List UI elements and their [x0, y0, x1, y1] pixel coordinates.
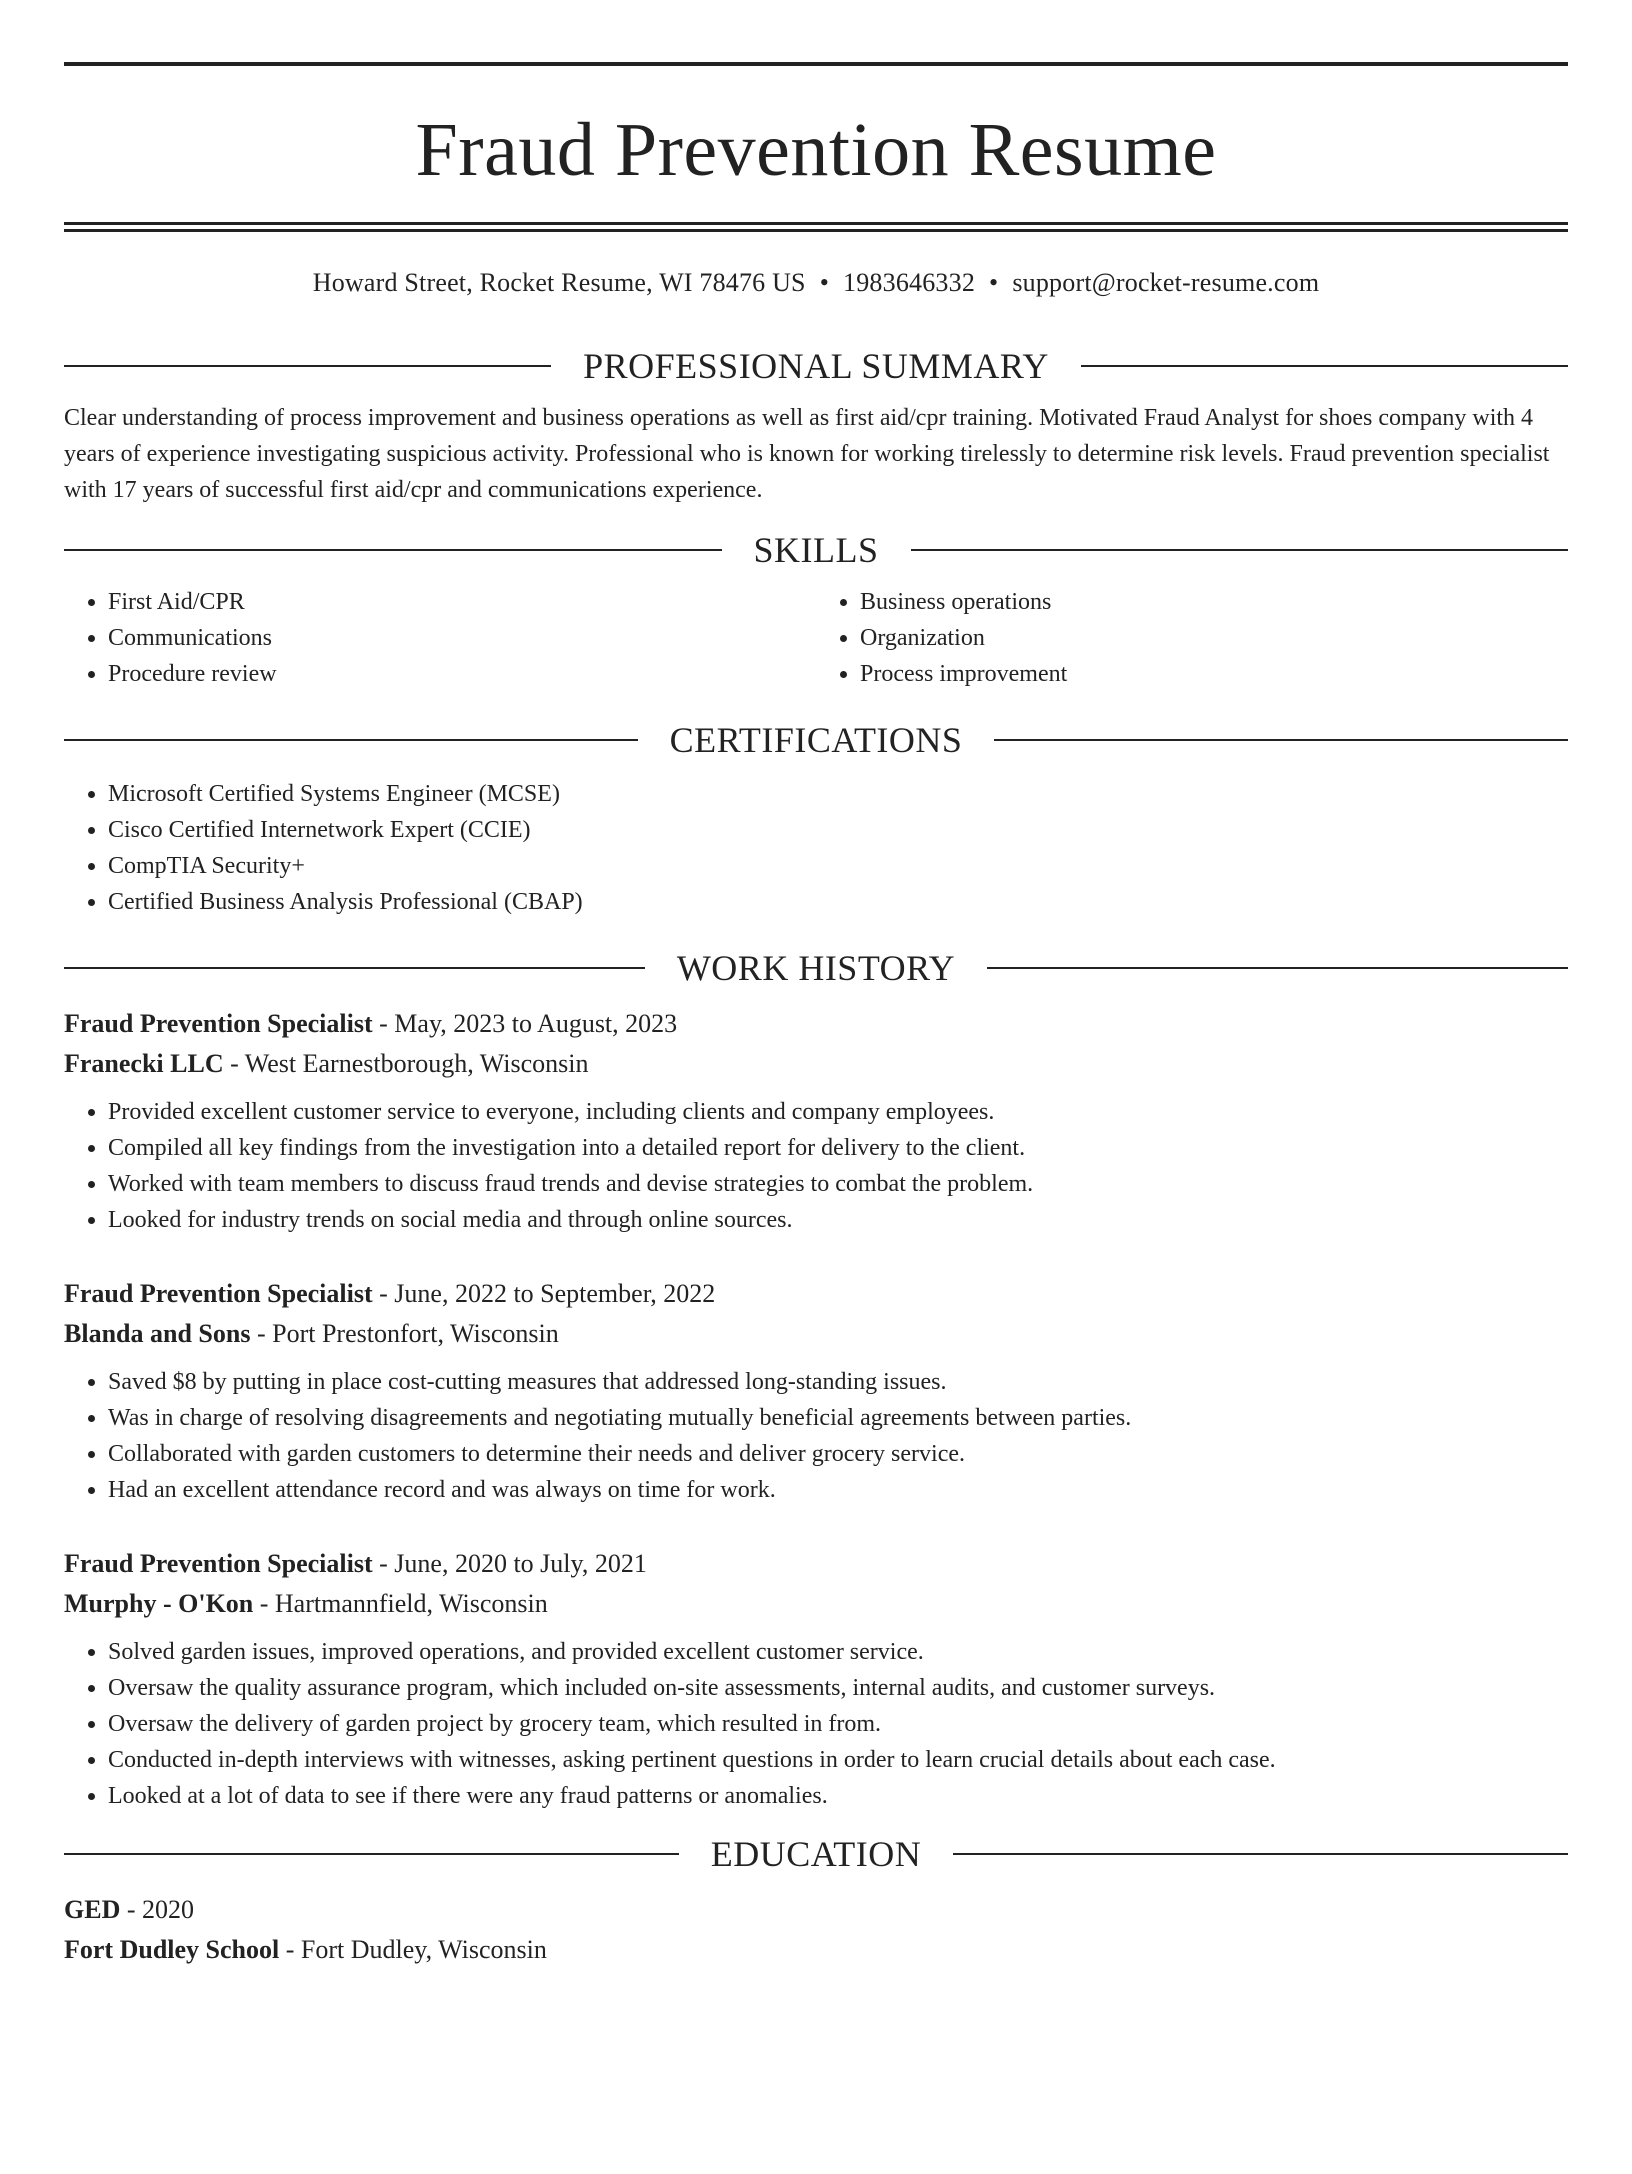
job-bullet: • Looked at a lot of data to see if there were any fraud patterns or anomalies. [108, 1778, 1568, 1814]
job-company: Murphy - O'Kon [64, 1589, 254, 1618]
skills-list-right [816, 584, 1568, 692]
job-company-line [64, 1044, 1568, 1084]
contact-separator: • [819, 268, 830, 297]
job-bullet: • Collaborated with garden customers to determine their needs and deliver grocery service. [108, 1436, 1568, 1472]
skill-item: • Organization [860, 620, 1568, 656]
education-degree: GED [64, 1895, 121, 1924]
job-company-line [64, 1584, 1568, 1624]
skill-item: • Procedure review [108, 656, 816, 692]
job-bullet: • Worked with team members to discuss fraud trends and devise strategies to combat the problem. [108, 1166, 1568, 1202]
section-heading-work-history [64, 946, 1568, 990]
skills-grid [64, 584, 1568, 692]
section-heading-skills [64, 528, 1568, 572]
heading-rule-right [953, 1853, 1568, 1855]
skills-list-left [64, 584, 816, 692]
top-rule [64, 62, 1568, 66]
job-title-line [64, 1544, 1568, 1584]
job-title-line [64, 1274, 1568, 1314]
job-title: Fraud Prevention Specialist [64, 1009, 373, 1038]
job-dates: - May, 2023 to August, 2023 [372, 1009, 678, 1038]
education-location: - Fort Dudley, Wisconsin [279, 1935, 547, 1964]
contact-phone: 1983646332 [843, 268, 976, 297]
certifications-list [64, 776, 1568, 920]
resume-title: Fraud Prevention Resume [415, 108, 1217, 192]
job-bullets [64, 1634, 1568, 1814]
contact-line [64, 266, 1568, 300]
skill-item: • Business operations [860, 584, 1568, 620]
section-title: SKILLS [753, 530, 879, 570]
contact-separator: • [989, 268, 999, 297]
certification-item: • Microsoft Certified Systems Engineer (MCSE) [108, 776, 1568, 812]
section-title: PROFESSIONAL SUMMARY [583, 346, 1049, 386]
job-location: - West Earnestborough, Wisconsin [223, 1049, 589, 1078]
job-bullets [64, 1364, 1568, 1508]
section-heading-summary [64, 344, 1568, 388]
job-bullet: • Solved garden issues, improved operations, and provided excellent customer service. [108, 1634, 1568, 1670]
education-degree-line [64, 1890, 1568, 1930]
job-entry [64, 1544, 1568, 1814]
certification-item: • Certified Business Analysis Professional (CBAP) [108, 884, 1568, 920]
job-dates: - June, 2020 to July, 2021 [372, 1549, 647, 1578]
skill-item: • Communications [108, 620, 816, 656]
section-title: EDUCATION [710, 1834, 922, 1874]
job-bullet: • Looked for industry trends on social media and through online sources. [108, 1202, 1568, 1238]
section-heading-certifications [64, 718, 1568, 762]
certification-item: • Cisco Certified Internetwork Expert (CCIE) [108, 812, 1568, 848]
summary-text: Clear understanding of process improvement and business operations as well as first aid/cpr training. Motivated Fraud Analyst for shoes company with 4 years of experience investigating suspicious activity. Professional who is known for working tirelessly to determine risk levels. Fraud prevention specialist with 17 years of successful first aid/cpr and communications experience. [64, 405, 1550, 503]
job-bullet: • Had an excellent attendance record and was always on time for work. [108, 1472, 1568, 1508]
heading-rule-left [64, 739, 638, 741]
job-bullet: • Oversaw the quality assurance program, which included on-site assessments, internal audits, and customer surveys. [108, 1670, 1568, 1706]
heading-rule-left [64, 1853, 679, 1855]
job-dates: - June, 2022 to September, 2022 [372, 1279, 716, 1308]
heading-rule-right [987, 967, 1568, 969]
contact-email: support@rocket-resume.com [1012, 268, 1320, 297]
resume-page [0, 62, 1632, 2174]
heading-rule-left [64, 365, 551, 367]
job-company-line [64, 1314, 1568, 1354]
section-title: WORK HISTORY [676, 948, 956, 988]
job-bullet: • Provided excellent customer service to everyone, including clients and company employees. [108, 1094, 1568, 1130]
job-bullets [64, 1094, 1568, 1238]
job-bullet: • Compiled all key findings from the investigation into a detailed report for delivery to the client. [108, 1130, 1568, 1166]
job-company: Blanda and Sons [64, 1319, 251, 1348]
certification-item: • CompTIA Security+ [108, 848, 1568, 884]
job-company: Franecki LLC [64, 1049, 224, 1078]
heading-rule-right [994, 739, 1568, 741]
section-heading-education [64, 1832, 1568, 1876]
job-location: - Hartmannfield, Wisconsin [253, 1589, 548, 1618]
skill-item: • First Aid/CPR [108, 584, 816, 620]
title-double-rule [64, 222, 1568, 232]
heading-rule-right [911, 549, 1569, 551]
education-year: - 2020 [120, 1895, 195, 1924]
job-bullet: • Oversaw the delivery of garden project by grocery team, which resulted in from. [108, 1706, 1568, 1742]
job-title: Fraud Prevention Specialist [64, 1549, 373, 1578]
job-title: Fraud Prevention Specialist [64, 1279, 373, 1308]
contact-address: Howard Street, Rocket Resume, WI 78476 US [312, 268, 806, 297]
education-school: Fort Dudley School [64, 1935, 280, 1964]
job-title-line [64, 1004, 1568, 1044]
job-bullet: • Conducted in-depth interviews with witnesses, asking pertinent questions in order to learn crucial details about each case. [108, 1742, 1568, 1778]
job-bullet: • Was in charge of resolving disagreements and negotiating mutually beneficial agreements between parties. [108, 1400, 1568, 1436]
job-entry [64, 1274, 1568, 1508]
section-title: CERTIFICATIONS [669, 720, 963, 760]
education-school-line [64, 1930, 1568, 1970]
heading-rule-right [1081, 365, 1568, 367]
heading-rule-left [64, 967, 645, 969]
job-entry [64, 1004, 1568, 1238]
heading-rule-left [64, 549, 722, 551]
job-bullet: • Saved $8 by putting in place cost-cutting measures that addressed long-standing issues. [108, 1364, 1568, 1400]
skill-item: • Process improvement [860, 656, 1568, 692]
job-location: - Port Prestonfort, Wisconsin [250, 1319, 559, 1348]
